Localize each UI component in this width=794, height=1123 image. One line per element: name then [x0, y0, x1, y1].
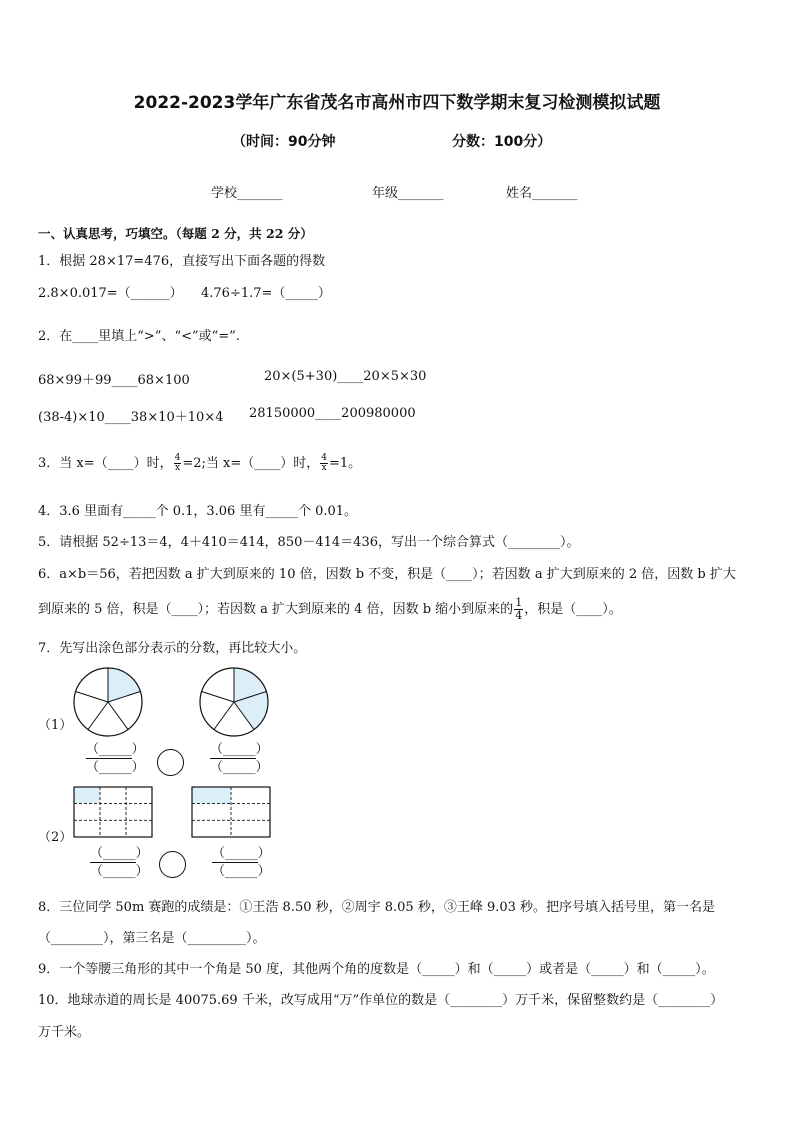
question-8-line2: （________），第三名是（_________）。: [38, 931, 266, 946]
page-title: 2022-2023学年广东省茂名市高州市四下数学期末复习检测模拟试题: [133, 93, 661, 113]
question-3: [38, 452, 361, 473]
exam-time: （时间：90分钟: [232, 134, 336, 150]
exam-score: 分数：100分）: [452, 134, 552, 150]
question-1-b: 4.76÷1.7=（_____）: [201, 286, 331, 301]
section-heading: 一、认真思考，巧填空。（每题 2 分，共 22 分）: [38, 226, 313, 241]
question-4: 4．3.6 里面有_____个 0.1，3.06 里有_____个 0.01。: [38, 504, 358, 519]
question-5: 5．请根据 52÷13＝4，4＋410＝414，850－414＝436，写出一个综合算式（________）。: [38, 535, 580, 550]
question-2-a: 68×99＋99____68×100: [38, 373, 190, 388]
question-6-line2: 到原来的 5 倍，积是（____）；若因数 a 扩大到原来的 4 倍，因数 b 缩小到原来的 $\frac{1}{4}$ ，积是（____）。: [38, 596, 622, 622]
question-1-stem: 1．根据 28×17=476，直接写出下面各题的得数: [38, 254, 326, 269]
question-3-part3: =1。: [329, 456, 362, 471]
pie-diagram-right: [198, 666, 270, 738]
question-10-line1: 10．地球赤道的周长是 40075.69 千米，改写成用“万”作单位的数是（________）万千米，保留整数约是（________）: [38, 993, 724, 1008]
question-2-stem: 2．在____里填上“>”、“<”或“=”.: [38, 329, 240, 344]
question-3-part1: 3．当 x=（____）时，: [38, 456, 173, 471]
school-field: 学校_______: [211, 186, 283, 201]
fraction-1-over-4: $\frac{1}{4}$: [515, 596, 523, 622]
question-1-a: 2.8×0.017=（______）: [38, 286, 183, 301]
compare-circle-2[interactable]: [159, 851, 186, 878]
compare-circle-1[interactable]: [157, 749, 184, 776]
question-2-d: 28150000____200980000: [249, 406, 416, 421]
part-1-label: （1）: [38, 718, 73, 733]
question-6-line1: 6．a×b＝56，若把因数 a 扩大到原来的 10 倍，因数 b 不变，积是（____）；若因数 a 扩大到原来的 2 倍，因数 b 扩大: [38, 567, 736, 582]
question-8-line1: 8．三位同学 50m 赛跑的成绩是：①王浩 8.50 秒，②周宇 8.05 秒，③王峰 9.03 秒。把序号填入括号里，第一名是: [38, 900, 716, 915]
answer-fraction-2-left[interactable]: （_____） （_____）: [90, 846, 149, 879]
rect-diagram-right: [191, 786, 271, 838]
question-2-c: (38-4)×10____38×10＋10×4: [38, 410, 224, 425]
question-2-b: 20×(5+30)____20×5×30: [264, 369, 427, 384]
name-field: 姓名_______: [506, 186, 578, 201]
answer-fraction-2-right[interactable]: （_____） （_____）: [212, 846, 271, 879]
answer-fraction-1-right[interactable]: （_____） （_____）: [210, 742, 269, 775]
rect-diagram-left: [73, 786, 153, 838]
answer-fraction-1-left[interactable]: （_____） （_____）: [86, 742, 145, 775]
question-9: 9．一个等腰三角形的其中一个角是 50 度，其他两个角的度数是（_____）和（_____）或者是（_____）和（_____）。: [38, 962, 715, 977]
fraction-4-over-x: $\frac{4}{x}$: [174, 453, 181, 473]
question-7-stem: 7．先写出涂色部分表示的分数，再比较大小。: [38, 641, 307, 656]
grade-field: 年级_______: [372, 186, 444, 201]
question-10-line2: 万千米。: [38, 1025, 91, 1040]
fraction-4-over-x: $\frac{4}{x}$: [321, 453, 328, 473]
question-3-part2: =2;当 x=（____）时，: [182, 456, 320, 471]
pie-diagram-left: [72, 666, 144, 738]
part-2-label: （2）: [38, 830, 73, 845]
